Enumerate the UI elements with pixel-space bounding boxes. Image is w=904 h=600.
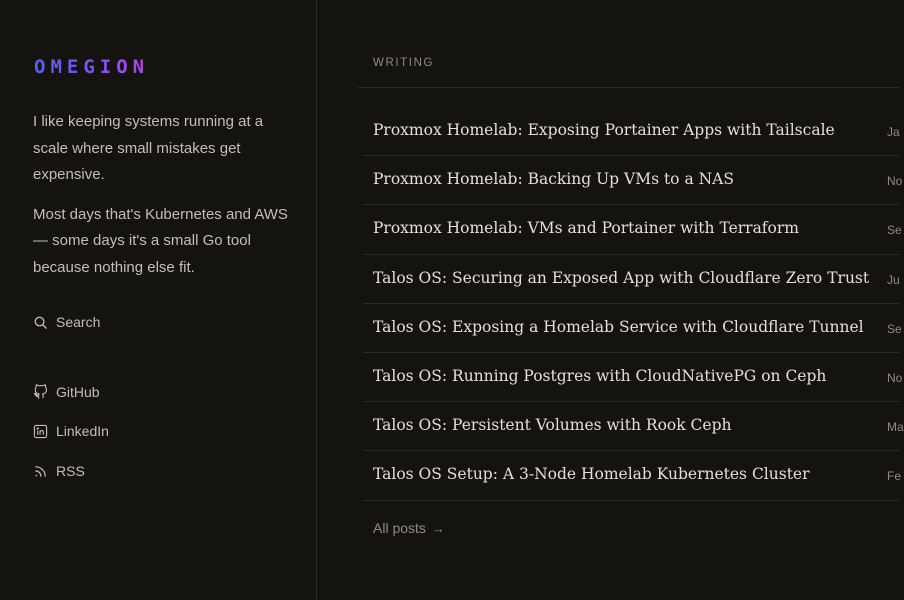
post-title[interactable]: Talos OS Setup: A 3-Node Homelab Kubernetes Cluster (373, 465, 810, 484)
search-button[interactable] (33, 314, 100, 330)
post-title[interactable]: Talos OS: Exposing a Homelab Service with Cloudflare Tunnel (373, 317, 864, 336)
all-posts-label: All posts (373, 520, 426, 536)
post-title[interactable]: Proxmox Homelab: Exposing Portainer Apps with Tailscale (373, 121, 835, 139)
post-list (363, 107, 904, 501)
github-icon (33, 385, 48, 400)
github-label: GitHub (56, 384, 100, 400)
rss-label: RSS (56, 463, 85, 479)
site-logo[interactable]: OMEGION (34, 56, 150, 78)
post-date: Ja (887, 125, 900, 139)
post-date: Se (887, 223, 902, 238)
post-date: Ju (887, 272, 900, 287)
bio (33, 109, 293, 281)
post-item[interactable] (363, 156, 903, 205)
post-item[interactable] (363, 353, 903, 402)
linkedin-label: LinkedIn (56, 423, 109, 439)
all-posts-link[interactable] (373, 520, 445, 536)
section-divider (358, 87, 900, 88)
post-item[interactable] (363, 255, 900, 304)
bio-paragraph-1: I like keeping systems running at a scale where small mistakes get expensive. (33, 113, 264, 183)
linkedin-icon (33, 424, 48, 439)
post-item[interactable] (363, 205, 900, 254)
post-date: Fe (887, 469, 902, 484)
post-date: No (887, 174, 903, 189)
post-item[interactable] (363, 451, 900, 500)
post-title[interactable]: Talos OS: Running Postgres with CloudNativePG on Ceph (373, 366, 827, 385)
post-date: Se (887, 321, 902, 336)
post-title[interactable]: Proxmox Homelab: VMs and Portainer with Terraform (373, 219, 799, 238)
github-link[interactable] (33, 384, 100, 400)
post-date: Ma (887, 420, 904, 435)
main-content (358, 0, 904, 600)
search-label: Search (56, 314, 101, 330)
bio-paragraph-2: Most days that's Kubernetes and AWS — some days it's a small Go tool because nothing else fit. (33, 205, 288, 276)
post-item[interactable] (363, 304, 900, 353)
sidebar (0, 0, 317, 600)
section-heading: WRITING (373, 57, 435, 69)
post-item[interactable] (363, 107, 900, 156)
rss-link[interactable] (33, 463, 85, 479)
search-icon (33, 315, 48, 330)
post-title[interactable]: Proxmox Homelab: Backing Up VMs to a NAS (373, 170, 734, 189)
rss-icon (33, 464, 48, 479)
post-item[interactable] (363, 402, 904, 451)
arrow-right-icon: → (431, 520, 445, 536)
post-date: No (887, 370, 903, 385)
linkedin-link[interactable] (33, 423, 109, 439)
post-title[interactable]: Talos OS: Persistent Volumes with Rook Ceph (373, 416, 732, 435)
post-title[interactable]: Talos OS: Securing an Exposed App with Cloudflare Zero Trust (373, 268, 870, 287)
